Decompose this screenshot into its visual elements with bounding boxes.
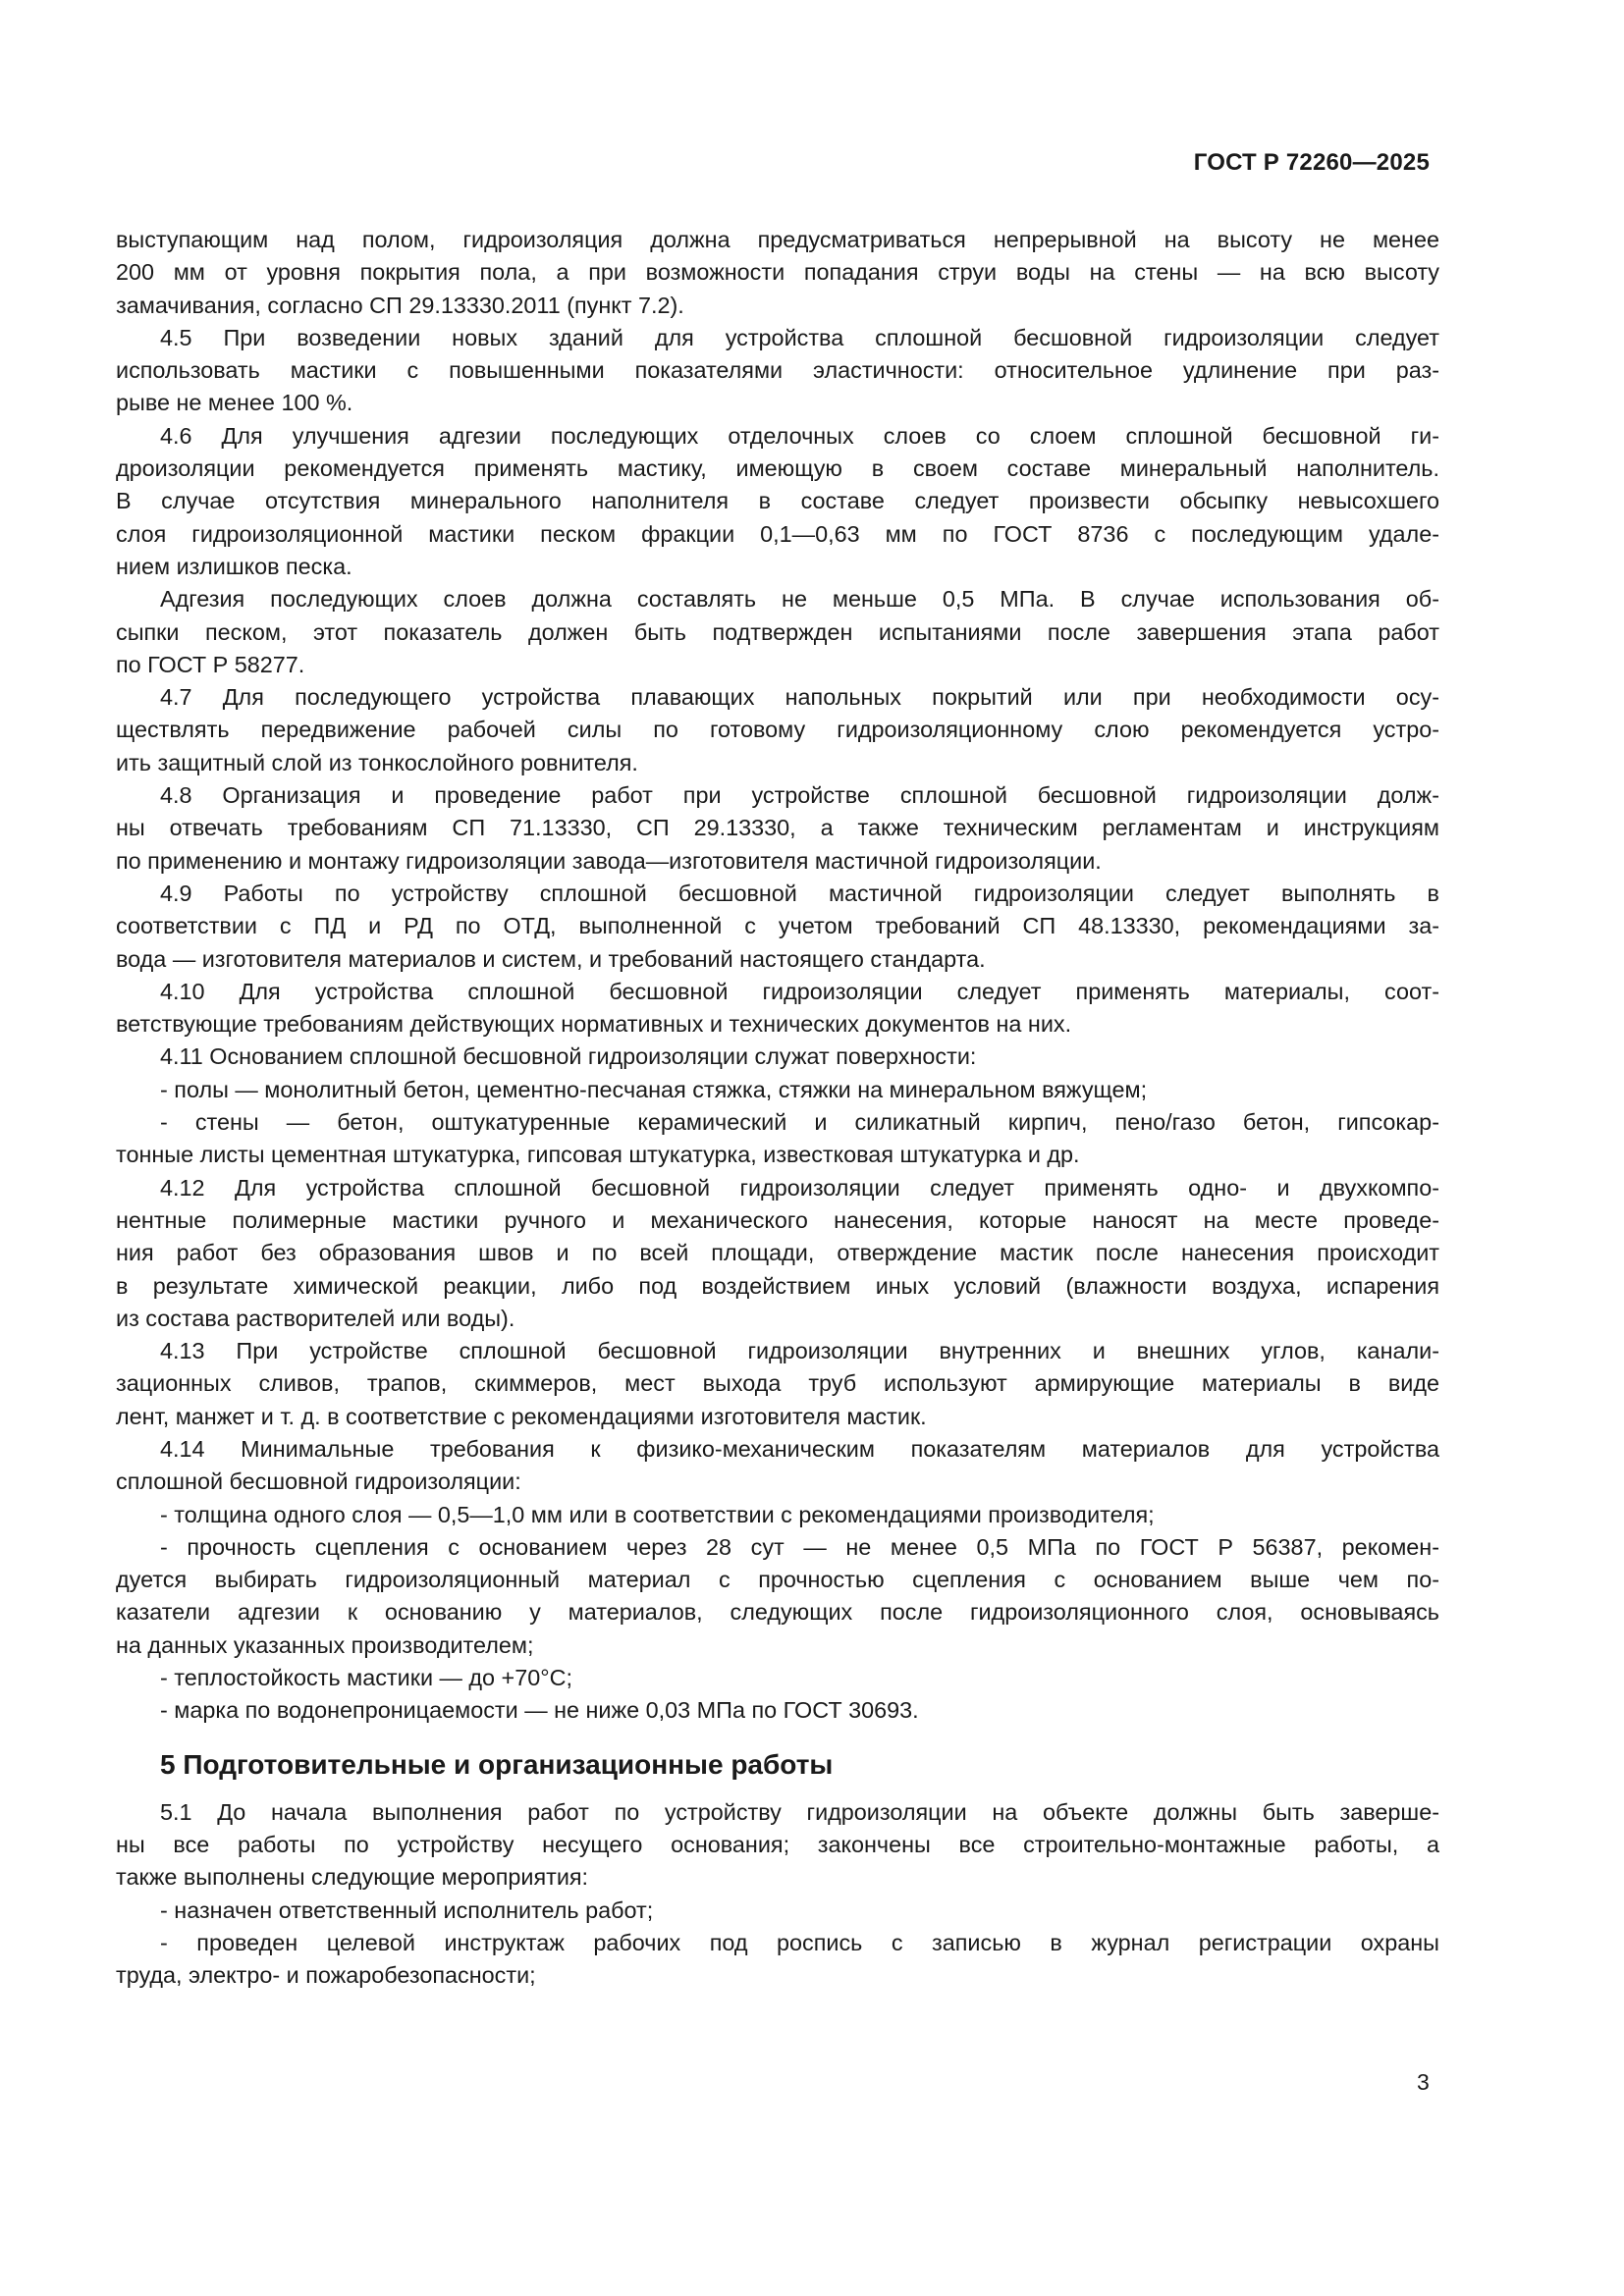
section-5-body [116,1796,1439,1993]
text-line: зационных сливов, трапов, скиммеров, мест выхода труб используют армирующие материалы в виде [116,1370,1439,1397]
section-4-continuation [116,224,1439,1728]
text-line: сплошной бесшовной гидроизоляции: [116,1468,521,1495]
text-line: Адгезия последующих слоев должна составлять не меньше 0,5 МПа. В случае использования об- [160,586,1439,613]
text-line: 4.9 Работы по устройству сплошной бесшовной мастичной гидроизоляции следует выполнять в [160,880,1439,906]
text-line: В случае отсутствия минерального наполнителя в составе следует произвести обсыпку невысохшего [116,488,1439,514]
text-line: казатели адгезии к основанию у материалов, следующих после гидроизоляционного слоя, основываясь [116,1599,1439,1626]
text-line: 4.13 При устройстве сплошной бесшовной гидроизоляции внутренних и внешних углов, канали- [160,1338,1439,1364]
text-line: 4.7 Для последующего устройства плавающих напольных покрытий или при необходимости осу- [160,684,1439,711]
text-line: соответствии с ПД и РД по ОТД, выполненной с учетом требований СП 48.13330, рекомендациями за- [116,913,1439,939]
text-line: - стены — бетон, оштукатуренные керамический и силикатный кирпич, пено/газо бетон, гипсокар- [160,1109,1439,1136]
section-5-heading: 5 Подготовительные и организационные работы [160,1748,834,1780]
text-line: 4.5 При возведении новых зданий для устройства сплошной бесшовной гидроизоляции следует [160,324,1439,350]
text-line: ществлять передвижение рабочей силы по готовому гидроизоляционному слою рекомендуется устро- [116,717,1439,743]
text-line: ветствующие требованиям действующих нормативных и технических документов на них. [116,1011,1072,1038]
text-line: ния работ без образования швов и по всей площади, отверждение мастик после нанесения происходит [116,1240,1439,1266]
document-body [116,224,1439,1992]
text-line: на данных указанных производителем; [116,1631,534,1658]
text-line: по ГОСТ Р 58277. [116,651,305,677]
text-line: - назначен ответственный исполнитель работ; [160,1896,654,1923]
text-line: - теплостойкость мастики — до +70°C; [160,1665,572,1691]
text-line: 4.10 Для устройства сплошной бесшовной гидроизоляции следует применять материалы, соот- [160,978,1439,1004]
text-line: вода — изготовителя материалов и систем, и требований настоящего стандарта. [116,945,986,972]
text-line: ить защитный слой из тонкослойного ровнителя. [116,749,638,775]
text-line: ны все работы по устройству несущего основания; закончены все строительно-монтажные работы, а [116,1831,1439,1857]
text-line: дуется выбирать гидроизоляционный материал с прочностью сцепления с основанием выше чем по- [116,1567,1439,1593]
text-line: 4.11 Основанием сплошной бесшовной гидроизоляции служат поверхности: [160,1043,977,1070]
page-number: 3 [1417,2069,1430,2095]
text-line: рыве не менее 100 %. [116,390,353,416]
text-line: 200 мм от уровня покрытия пола, а при возможности попадания струи воды на стены — на всю высоту [116,259,1439,286]
text-line: сыпки песком, этот показатель должен быть подтвержден испытаниями после завершения этапа работ [116,618,1439,645]
text-line: труда, электро- и пожаробезопасности; [116,1962,536,1989]
text-line: 5.1 До начала выполнения работ по устройству гидроизоляции на объекте должны быть заверше- [160,1798,1439,1825]
text-line: слоя гидроизоляционной мастики песком фракции 0,1—0,63 мм по ГОСТ 8736 с последующим удале- [116,520,1439,547]
text-line: ны отвечать требованиям СП 71.13330, СП 29.13330, а также техническим регламентам и инструкциям [116,815,1439,841]
text-line: 4.14 Минимальные требования к физико-механическим показателям материалов для устройства [160,1435,1439,1462]
text-line: использовать мастики с повышенными показателями эластичности: относительное удлинение при раз- [116,357,1439,384]
text-line: тонные листы цементная штукатурка, гипсовая штукатурка, известковая штукатурка и др. [116,1142,1080,1168]
text-line: нентные полимерные мастики ручного и механического нанесения, которые наносят на месте проведе- [116,1206,1439,1233]
text-line: по применению и монтажу гидроизоляции завода—изготовителя мастичной гидроизоляции. [116,847,1102,874]
text-line: - прочность сцепления с основанием через 28 сут — не менее 0,5 МПа по ГОСТ Р 56387, рекомен- [160,1533,1439,1560]
text-line: - толщина одного слоя — 0,5—1,0 мм или в соответствии с рекомендациями производителя; [160,1501,1155,1527]
text-line: 4.8 Организация и проведение работ при устройстве сплошной бесшовной гидроизоляции долж- [160,782,1439,809]
text-line: выступающим над полом, гидроизоляция должна предусматриваться непрерывной на высоту не менее [116,227,1439,252]
text-line: - марка по водонепроницаемости — не ниже 0,03 МПа по ГОСТ 30693. [160,1697,919,1724]
text-line: дроизоляции рекомендуется применять мастику, имеющую в своем составе минеральный наполнитель. [116,455,1439,482]
text-line: 4.6 Для улучшения адгезии последующих отделочных слоев со слоем сплошной бесшовной ги- [160,422,1439,449]
text-line: также выполнены следующие мероприятия: [116,1864,589,1891]
text-line: замачивания, согласно СП 29.13330.2011 (пункт 7.2). [116,292,684,318]
text-line: - полы — монолитный бетон, цементно-песчаная стяжка, стяжки на минеральном вяжущем; [160,1076,1148,1102]
text-line: в результате химической реакции, либо под воздействием иных условий (влажности воздуха, испарения [116,1272,1439,1299]
text-line: из состава растворителей или воды). [116,1305,515,1331]
text-line: лент, манжет и т. д. в соответствие с рекомендациями изготовителя мастик. [116,1403,927,1429]
text-line: нием излишков песка. [116,553,352,579]
text-line: 4.12 Для устройства сплошной бесшовной гидроизоляции следует применять одно- и двухкомпо- [160,1174,1439,1201]
text-line: - проведен целевой инструктаж рабочих под роспись с записью в журнал регистрации охраны [160,1929,1439,1955]
document-header-id: ГОСТ Р 72260—2025 [1193,149,1430,176]
